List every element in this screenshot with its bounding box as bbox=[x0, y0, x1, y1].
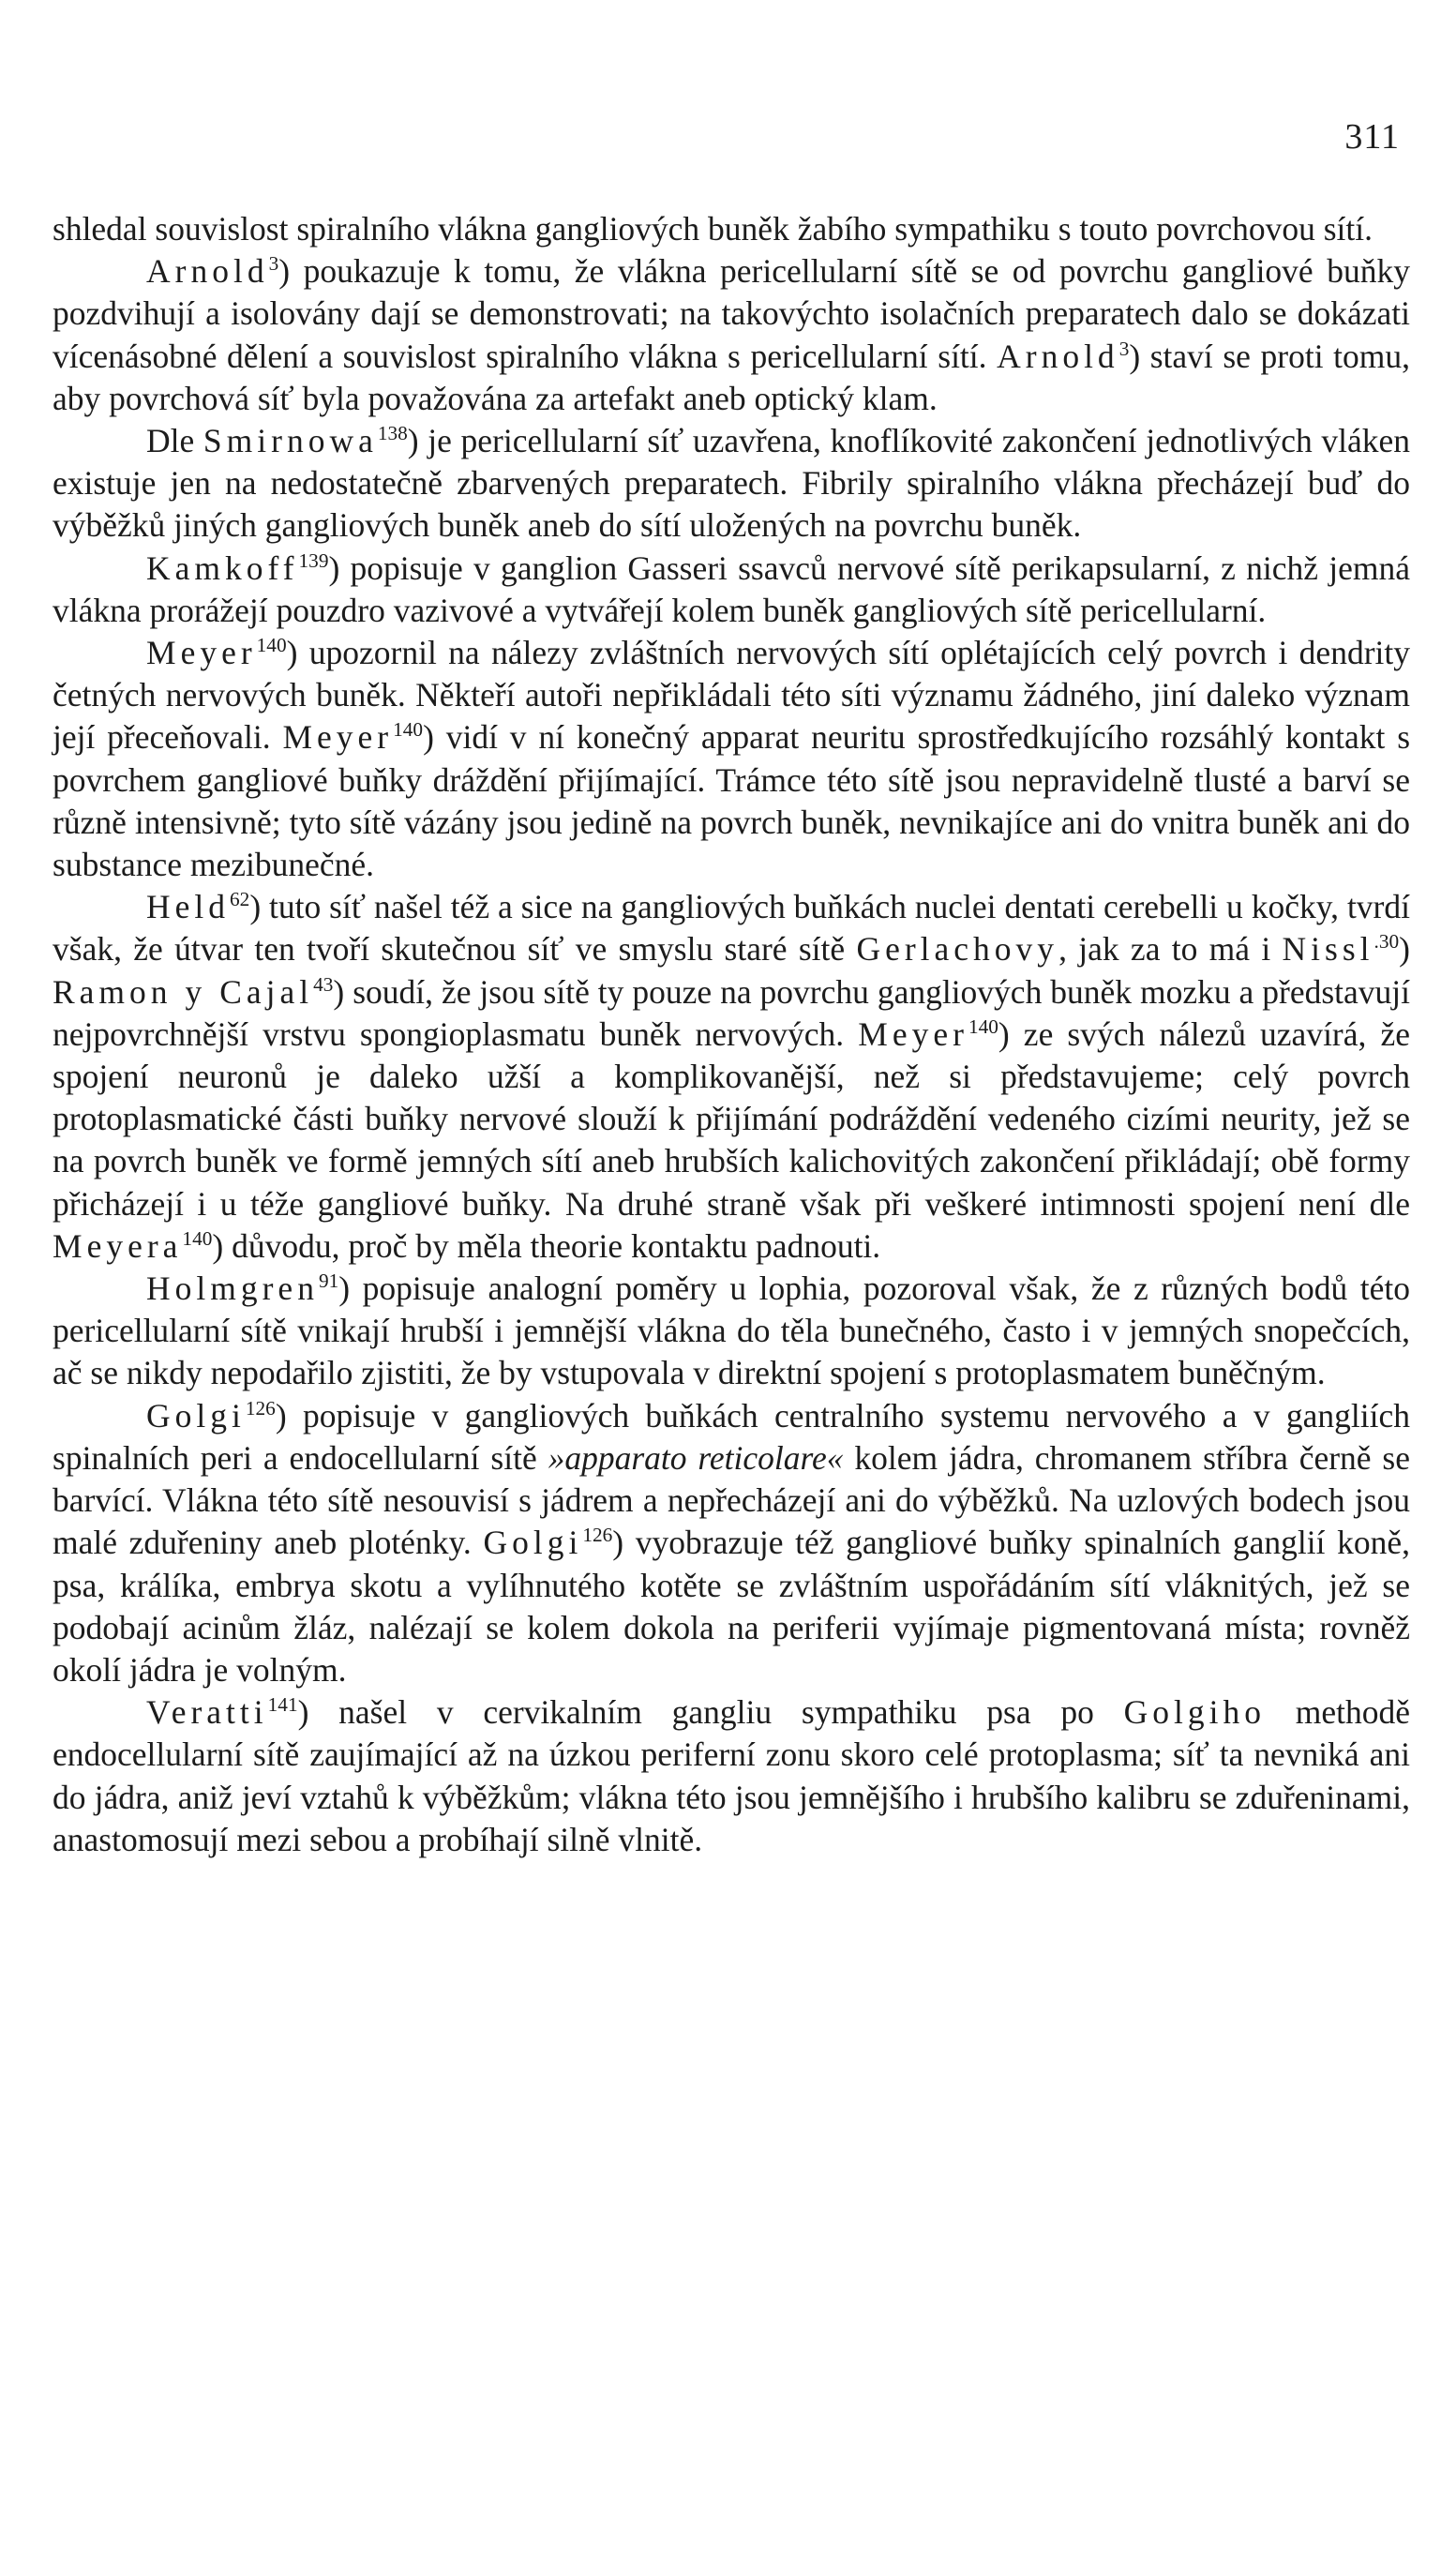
paragraph bbox=[53, 250, 1410, 420]
reference-number: 138 bbox=[377, 422, 408, 445]
author-name: Nissl bbox=[1282, 930, 1374, 969]
reference-number: 62 bbox=[230, 888, 250, 911]
paragraph bbox=[53, 1691, 1410, 1861]
body-text bbox=[53, 208, 1410, 1861]
reference-number: 140 bbox=[393, 718, 424, 742]
text-run: ) vyobrazuje též gangliové buňky spinalních ganglií koně, psa, králíka, embrya skotu a vylíhnutého kotěte se zvláštním uspořádáním sítí vláknitých, jež se podobají acinům žláz, nalézají se kolem dokola na periferii vyjímaje pigmentovaná místa; rovněž okolí jádra je volným. bbox=[53, 1524, 1410, 1689]
paragraph bbox=[53, 208, 1410, 250]
author-name: Meyer bbox=[146, 634, 257, 672]
author-name: Golgiho bbox=[1123, 1693, 1266, 1732]
author-name: Golgi bbox=[483, 1524, 583, 1562]
text-run: ) tuto síť našel též a sice na gangliových buňkách nuclei dentati cerebelli u kočky, tvrdí však, že útvar ten tvoří skutečnou síť ve smyslu staré sítě bbox=[53, 888, 1410, 969]
reference-number: 140 bbox=[256, 634, 287, 657]
author-name: Gerlachovy bbox=[856, 930, 1059, 969]
author-name: Arnold bbox=[997, 337, 1119, 375]
reference-number: 43 bbox=[313, 972, 334, 996]
reference-number: 3 bbox=[1118, 337, 1130, 360]
reference-number: .30 bbox=[1373, 930, 1400, 954]
author-name: Held bbox=[146, 888, 231, 926]
paragraph bbox=[53, 548, 1410, 632]
text-run: methodě endocellularní sítě zaujímající až na úzkou periferní zonu skoro celé protoplasma; síť ta nevniká ani do jádra, aniž jeví vztahů k výběžkům; vlákna této jsou jemnějšího i hrubšího kalibru se zduřeninami, anastomosují mezi sebou a probíhají silně vlnitě. bbox=[53, 1693, 1410, 1858]
paragraph bbox=[53, 420, 1410, 548]
author-name: Holmgren bbox=[146, 1269, 319, 1308]
paragraph bbox=[53, 1395, 1410, 1691]
paragraph bbox=[53, 886, 1410, 1268]
text-run: ) popisuje v ganglion Gasseri ssavců nervové sítě perikapsularní, z nichž jemná vlákna prorážejí pouzdro vazivové a vytvářejí kolem buněk gangliových sítě pericellularní. bbox=[53, 548, 1410, 629]
reference-number: 3 bbox=[268, 252, 279, 276]
text-run: kolem jádra, chromanem stříbra černě se barvící. Vlákna této sítě nesouvisí s jádrem a nepřecházejí ani do výběžků. Na uzlových bodech jsou malé zduřeniny aneb ploténky. bbox=[53, 1438, 1410, 1562]
italic-term: »apparato reticolare« bbox=[548, 1438, 844, 1477]
author-name: Meyer bbox=[282, 718, 394, 757]
text-run: ) upozornil na nálezy zvláštních nervových sítí oplétajících celý povrch i dendrity četných nervových buněk. Někteří autoři nepřikládali této síti významu žádného, jiní daleko význam její přeceňovali. bbox=[53, 634, 1410, 757]
text-run: ) staví se proti tomu, aby povrchová síť byla považována za artefakt aneb optický klam. bbox=[53, 337, 1410, 417]
text-run: , jak za to má i bbox=[1058, 930, 1283, 969]
page-number: 311 bbox=[1344, 117, 1400, 157]
reference-number: 141 bbox=[267, 1693, 298, 1717]
reference-number: 139 bbox=[298, 548, 329, 572]
author-name: Ramon y Cajal bbox=[53, 972, 314, 1011]
author-name: Meyer bbox=[858, 1014, 968, 1053]
text-run: ) našel v cervikalním gangliu sympathiku psa po bbox=[297, 1693, 1124, 1732]
reference-number: 91 bbox=[318, 1269, 339, 1293]
text-run: ) popisuje analogní poměry u lophia, pozoroval však, že z různých bodů této pericellularní sítě vnikají hrubší i jemnější vlákna do těla bunečného, často i v jemných snopečcích, ač se nikdy nepodařilo zjistiti, že by vstupovala v direktní spojení s protoplasmatem buněčným. bbox=[53, 1269, 1410, 1392]
paragraph bbox=[53, 1268, 1410, 1395]
text-run: ) je pericellularní síť uzavřena, knoflíkovité zakončení jednotlivých vláken existuje jen na nedostatečně zbarvených preparatech. Fibrily spiralního vlákna přecházejí buď do výběžků jiných gangliových buněk aneb do sítí uložených na povrchu buněk. bbox=[53, 422, 1410, 545]
reference-number: 140 bbox=[968, 1015, 998, 1039]
text-run: ) bbox=[1399, 930, 1410, 969]
reference-number: 126 bbox=[245, 1396, 276, 1420]
author-name: Golgi bbox=[146, 1396, 246, 1435]
author-name: Kamkoff bbox=[146, 548, 299, 587]
author-name: Veratti bbox=[146, 1693, 268, 1732]
reference-number: 126 bbox=[582, 1524, 613, 1547]
paragraph bbox=[53, 632, 1410, 886]
text-run: ) ze svých nálezů uzavírá, že spojení neuronů je daleko užší a komplikovanější, než si představujeme; celý povrch protoplasmatické části buňky nervové slouží k přijímání podráždění vedeného cizími neurity, jež se na povrch buněk ve formě jemných sítí aneb hrubších kalichovitých zakončení přikládají; obě formy přicházejí i u téže gangliové buňky. Na druhé straně však při veškeré intimnosti spojení není dle bbox=[53, 1014, 1410, 1223]
reference-number: 140 bbox=[182, 1227, 213, 1251]
author-name: Smirnowa bbox=[203, 422, 378, 460]
text-run: ) vidí v ní konečný apparat neuritu sprostředkujícího rozsáhlý kontakt s povrchem gangliové buňky dráždění přijímající. Trámce této sítě jsou nepravidelně tlusté a barví se různě intensivně; tyto sítě vázány jsou jedině na povrch buněk, nevnikajíce ani do vnitra buněk ani do substance mezibunečné. bbox=[53, 718, 1411, 884]
text-run: ) soudí, že jsou sítě ty pouze na povrchu gangliových buněk mozku a představují nejpovrchnější vrstvu spongioplasmatu buněk nervových. bbox=[53, 972, 1410, 1053]
text-run: ) poukazuje k tomu, že vlákna pericellularní sítě se od povrchu gangliové buňky pozdvihují a isolovány dají se demonstrovati; na takovýchto isolačních preparatech dalo se dokázati vícenásobné dělení a souvislost spiralního vlákna s pericellularní sítí. bbox=[53, 252, 1410, 375]
text-run: ) popisuje v gangliových buňkách centralního systemu nervového a v gangliích spinalních peri a endocellularní sítě bbox=[53, 1396, 1410, 1477]
text-run: shledal souvislost spiralního vlákna gangliových buněk žabího sympathiku s touto povrchovou sítí. bbox=[53, 210, 1373, 248]
author-name: Arnold bbox=[146, 252, 269, 291]
author-name: Meyera bbox=[53, 1226, 183, 1265]
text-run: Dle bbox=[146, 422, 203, 460]
text-run: ) důvodu, proč by měla theorie kontaktu padnouti. bbox=[212, 1226, 881, 1265]
